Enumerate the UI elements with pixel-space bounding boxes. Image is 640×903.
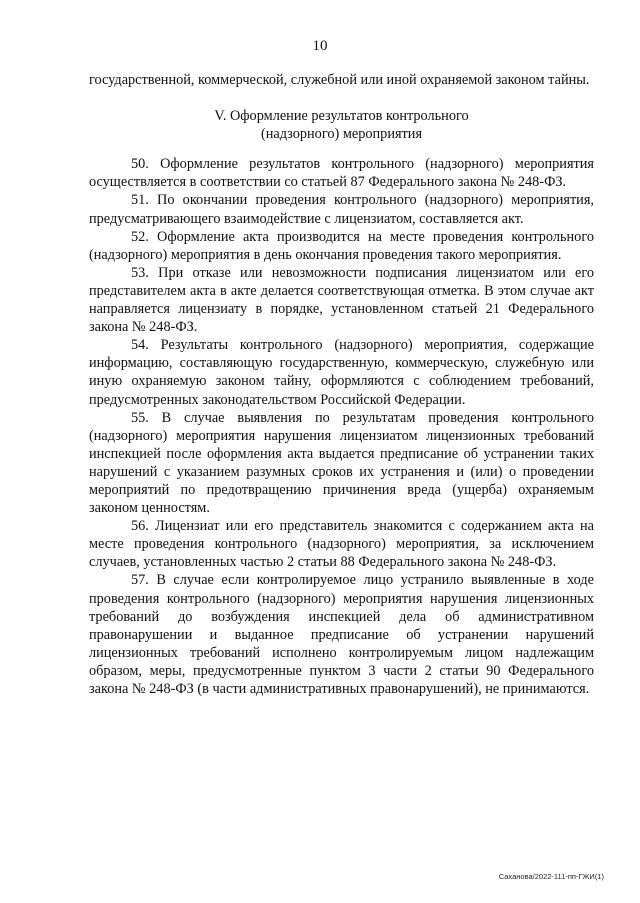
paragraph-54: 54. Результаты контрольного (надзорного) мероприятия, содержащие информацию, составляющую государственную, коммерческую, служебную или иную охраняемую законом тайну, оформляются с соблюдением требований, предусмотренных законодательством Российской Федерации. bbox=[89, 337, 594, 408]
paragraph-53: 53. При отказе или невозможности подписания лицензиатом или его представителем акта в акте делается соответствующая отметка. В этом случае акт направляется лицензиату в порядке, установленном статьей 21 Федерального закона № 248-ФЗ. bbox=[89, 264, 594, 336]
paragraph-50: 50. Оформление результатов контрольного (надзорного) мероприятия осуществляется в соответствии со статьей 87 Федерального закона № 248-ФЗ. bbox=[89, 156, 594, 191]
section-title-line-2: (надзорного) мероприятия bbox=[260, 126, 423, 143]
paragraph-52: 52. Оформление акта производится на месте проведения контрольного (надзорного) мероприятия в день окончания проведения такого мероприятия. bbox=[89, 228, 594, 263]
document-reference: Саханова/2022-111-пп-ГЖИ(1) bbox=[498, 872, 604, 881]
paragraph-56: 56. Лицензиат или его представитель знакомится с содержанием акта на месте проведения контрольного (надзорного) мероприятия, за исключением случаев, установленных частью 2 статьи 88 Федерального закона № 248-ФЗ. bbox=[89, 518, 594, 571]
page-number: 10 bbox=[312, 38, 328, 54]
paragraph-57: 57. В случае если контролируемое лицо устранило выявленные в ходе проведения контрольного (надзорного) мероприятия нарушения лицензионных требований до возбуждения инспекцией дела об административном правонарушении и выданное предписание об устранении нарушений лицензионных требований исполнено контролируемым лицом надлежащим образом, меры, предусмотренные пунктом 3 части 2 статьи 90 Федерального закона № 248-ФЗ (в части административных правонарушений), не принимаются. bbox=[89, 572, 594, 697]
paragraph-51: 51. По окончании проведения контрольного (надзорного) мероприятия, предусматривающего взаимодействие с лицензиатом, составляется акт. bbox=[89, 192, 594, 227]
section-title bbox=[89, 107, 594, 143]
paragraph-55: 55. В случае выявления по результатам проведения контрольного (надзорного) мероприятия нарушения лицензиатом лицензионных требований инспекцией после оформления акта выдается предписание об устранении таких нарушений с указанием разумных сроков их устранения и (или) о проведении мероприятий по предотвращению причинения вреда (ущерба) охраняемым законом ценностям. bbox=[89, 409, 594, 517]
continuation-text: государственной, коммерческой, служебной или иной охраняемой законом тайны. bbox=[89, 72, 590, 88]
document-body bbox=[89, 71, 594, 698]
section-title-line-1: V. Оформление результатов контрольного bbox=[214, 108, 469, 125]
